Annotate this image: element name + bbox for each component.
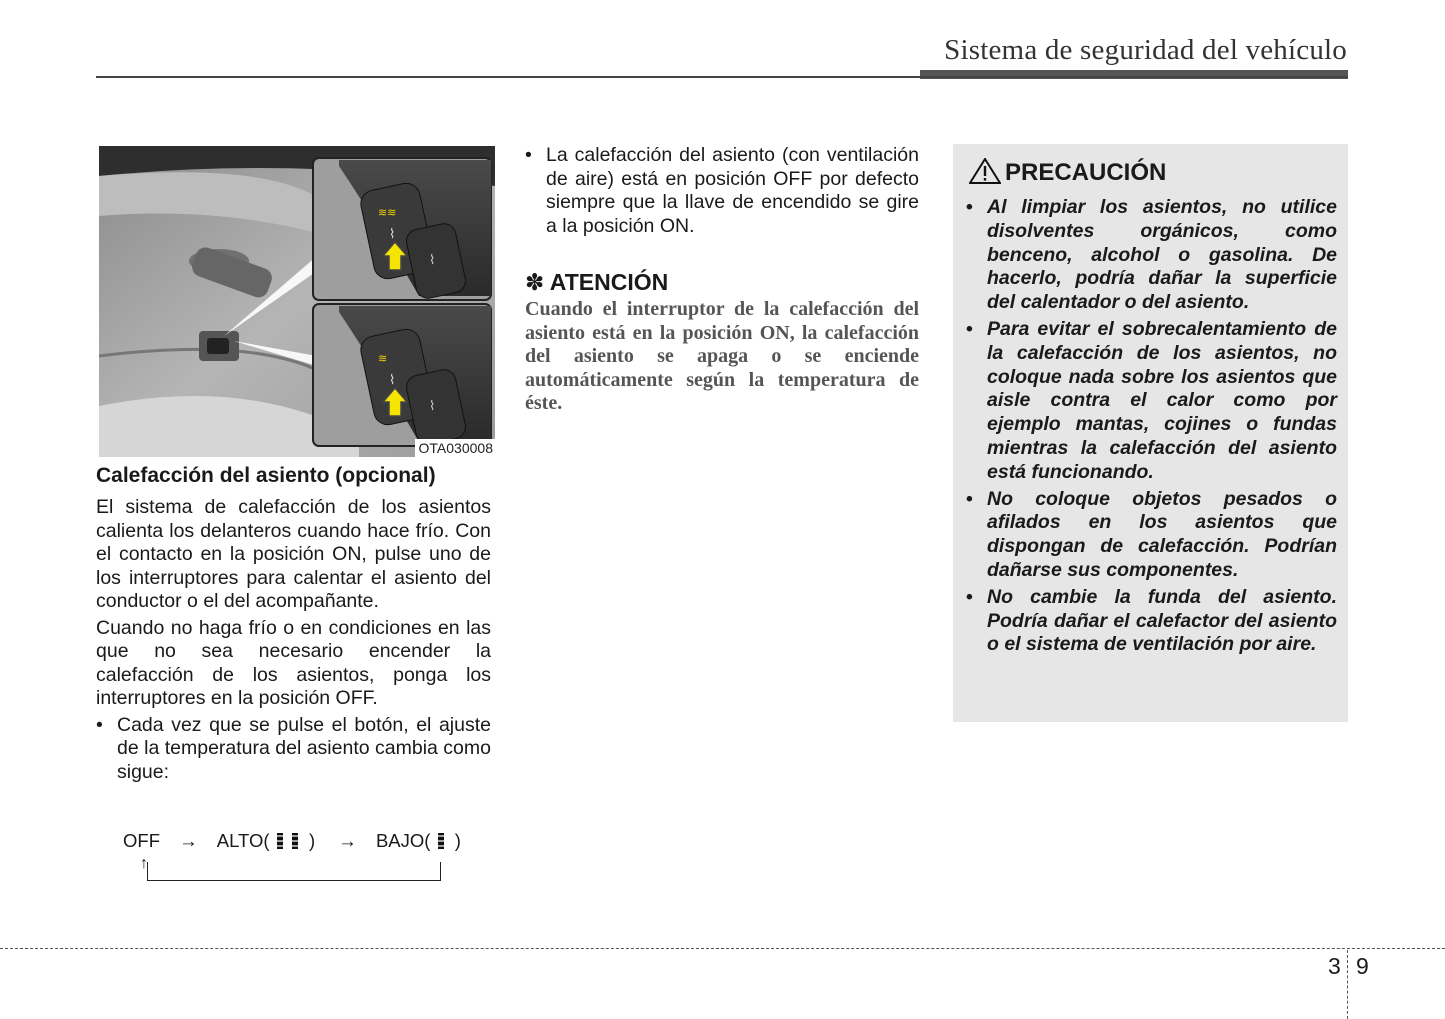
- photo-illustration: [99, 146, 495, 457]
- heat-level-icon: [436, 832, 446, 850]
- flow-alto-label: ALTO(: [216, 830, 270, 852]
- list-item: [525, 144, 919, 238]
- list-item-text: Cada vez que se pulse el botón, el ajuste de la temperatura del asiento cambia como sigue:: [117, 713, 491, 783]
- bullet-dot: •: [966, 317, 973, 340]
- bullet-dot: •: [525, 144, 532, 166]
- cycle-return-line: [147, 862, 441, 881]
- caution-item: [966, 196, 1337, 315]
- bullet-dot: •: [96, 713, 103, 736]
- flow-close-paren: ): [454, 830, 461, 852]
- paragraph: Cuando no haga frío o en condiciones en las que no sea necesario encender la calefacción de los asientos, ponga los interruptores en la posición OFF.: [96, 616, 491, 709]
- warning-triangle-icon: [969, 158, 1001, 184]
- flow-bajo-label: BAJO(: [375, 830, 431, 852]
- heat-level-icon: [275, 832, 285, 850]
- bullet-dot: •: [966, 487, 973, 510]
- caution-item: [966, 586, 1337, 657]
- list-item-text: La calefacción del asiento (con ventilación de aire) está en posición OFF por defecto siempre que la llave de encendido se gire a la posición ON.: [546, 144, 919, 237]
- caution-list: [966, 196, 1337, 660]
- caution-item-text: No coloque objetos pesados o afilados en los asientos que dispongan de calefacción. Podrían dañarse sus componentes.: [987, 487, 1337, 581]
- svg-text:≋: ≋: [378, 352, 388, 365]
- flow-arrow: →: [338, 830, 357, 852]
- caution-item: [966, 488, 1337, 583]
- figure-code: OTA030008: [415, 439, 495, 457]
- heat-level-icon: [290, 832, 300, 850]
- page-header-title: Sistema de seguridad del vehículo: [944, 34, 1347, 66]
- left-column: [96, 462, 491, 784]
- flow-off-label: OFF: [123, 830, 160, 852]
- caution-heading: [969, 158, 1166, 188]
- section-heading: Calefacción del asiento (opcional): [96, 464, 436, 487]
- svg-text:⌇: ⌇: [389, 227, 396, 242]
- caution-item-text: Al limpiar los asientos, no utilice disolventes orgánicos, como benceno, alcohol o gasolina. De hacerlo, podría dañar la superficie del calentador o del asiento.: [987, 196, 1337, 314]
- caution-item: [966, 318, 1337, 485]
- bullet-dot: •: [966, 196, 973, 218]
- temperature-cycle-diagram: [123, 829, 461, 852]
- flow-arrow: →: [179, 830, 198, 852]
- page-number: 9: [1356, 953, 1369, 979]
- caution-box: [953, 144, 1348, 722]
- caution-item-text: No cambie la funda del asiento. Podría dañar el calefactor del asiento o el sistema de ventilación por aire.: [987, 585, 1337, 656]
- footer-dashed-rule: [0, 948, 1445, 949]
- attention-text: Cuando el interruptor de la calefacción del asiento está en la posición ON, la calefacción del asiento se apaga o se enciende automáticamente según la temperatura de éste.: [525, 298, 919, 414]
- list-item: [96, 714, 491, 785]
- bullet-dot: •: [966, 585, 973, 608]
- caution-item-text: Para evitar el sobrecalentamiento de la calefacción de los asientos, no coloque nada sobre los asientos que aisle contra el calor como por ejemplo mantas, cojines o fundas mientras la calefacción del asiento está funcionando.: [987, 317, 1337, 483]
- paragraph: El sistema de calefacción de los asientos calienta los delanteros cuando hace frío. Con el contacto en la posición ON, pulse uno de los interruptores para calentar el asiento del conductor o el del acompañante.: [96, 496, 491, 612]
- svg-text:⌇: ⌇: [429, 253, 436, 268]
- footer-dashed-divider: [1347, 950, 1348, 1019]
- seat-heater-switch-photo: [99, 146, 495, 457]
- up-arrow-icon: ↑: [140, 855, 148, 872]
- header-rule: [96, 76, 1348, 78]
- caution-heading-text: PRECAUCIÓN: [1005, 159, 1167, 186]
- svg-text:⌇: ⌇: [429, 399, 436, 414]
- chapter-number: 3: [1328, 953, 1341, 979]
- svg-text:⌇: ⌇: [389, 373, 396, 388]
- attention-heading: ✽ ATENCIÓN: [525, 269, 669, 295]
- flow-close-paren: ): [308, 830, 316, 852]
- svg-text:≋≋: ≋≋: [378, 206, 397, 219]
- middle-column: [525, 142, 919, 416]
